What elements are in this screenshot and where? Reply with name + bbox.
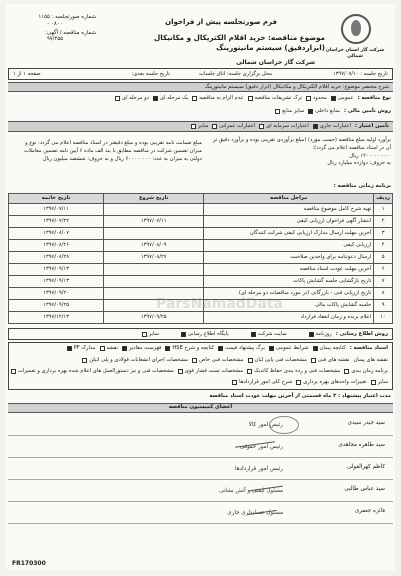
schedule-title: برنامه زمانی مناقصه : — [333, 183, 391, 189]
documents-options-4 — [232, 379, 388, 386]
tender-type-checkbox[interactable] — [115, 96, 120, 101]
document-option-label: مشخصات فنی پایی لیان — [254, 357, 307, 363]
validity-text: مدت اعتبار پیشنهاد : ۳ ماه قسمتی از آخرین مهلت عودت اسناد مناقصه — [209, 393, 391, 399]
row-start-date: ۱۳۹۷/۰۸/۰۹ — [104, 240, 204, 252]
row-start-date — [104, 204, 204, 216]
funding-option-label: منابع داخلی — [315, 108, 340, 114]
funding-label: روش تأمین مالی : — [343, 108, 391, 114]
document-checkbox[interactable] — [269, 346, 274, 351]
row-step: آخرین مهلت عودت اسناد مناقصه — [204, 264, 374, 276]
guarantee-text: مبلغ ضمانت نامه تقریبی بوده و مبلغ دقیقتر در اسناد مناقصه اعلام می گردد: نوع و میزان تضمین شرکت در مناقصه مطابق با بند الف ماده ۶ آیین نامه تضمین معاملات دولتی به میزان به عدد: ۶۰۰۰۰۰۰۰۰ ریال و به حروف: ششصد میلیون ریال — [23, 140, 202, 162]
publish-checkbox[interactable] — [181, 332, 186, 337]
credit-option-label: اعتبارات عمرانی — [219, 123, 256, 130]
document-option[interactable] — [311, 357, 350, 364]
tender-type-option-label: دو مرحله ای — [122, 95, 149, 101]
document-option-label: مشخصات تست فشار قوی — [184, 368, 244, 374]
row-end-date: ۱۳۹۷/۰۸/۰۷ — [9, 228, 104, 240]
document-checkbox[interactable] — [247, 369, 252, 374]
publish-label: روش اطلاع رسانی : — [335, 330, 388, 337]
document-option[interactable] — [232, 379, 292, 386]
row-number: ۳ — [374, 228, 393, 240]
document-checkbox[interactable] — [311, 358, 316, 363]
document-option[interactable] — [165, 345, 214, 352]
documents-options-1 — [67, 345, 346, 352]
document-option-label: مشخصات فنی و نیز دستورالعمل های اعلام شده بهره برداری و تعمیرات — [18, 368, 174, 374]
funding-checkbox[interactable] — [308, 109, 313, 114]
tender-type-checkbox[interactable] — [192, 96, 197, 101]
documents-label: اسناد مناقصه : — [349, 345, 388, 351]
credit-option[interactable] — [313, 123, 351, 130]
table-row — [9, 204, 393, 216]
tender-type-option[interactable] — [115, 95, 149, 102]
tender-type-option[interactable] — [248, 95, 302, 102]
row-number: ۸ — [374, 288, 393, 300]
form-title: فرم صورتجلسه پیش از فراخوان — [165, 18, 277, 26]
tender-type-checkbox[interactable] — [306, 96, 311, 101]
funding-row — [275, 108, 391, 115]
row-step: جلسه گشایش پاکات مالی — [204, 300, 374, 312]
row-step: تاریخ ارزیابی فنی - بازرگانی (در مورد مناقصات دو مرحله ای) — [204, 288, 374, 300]
row-step: تهیه شرح کامل موضوع مناقصه — [204, 204, 374, 216]
committee-member — [8, 480, 393, 502]
row-step: ارزیابی کیفی — [204, 240, 374, 252]
meeting-place: محل برگزاری جلسه: اتاق جلسات — [199, 71, 272, 77]
row-start-date — [104, 264, 204, 276]
document-option[interactable] — [313, 345, 346, 352]
document-checkbox[interactable] — [218, 346, 223, 351]
row-number: ۱ — [374, 204, 393, 216]
publish-option[interactable] — [181, 331, 229, 338]
credit-row — [8, 121, 393, 132]
table-row — [9, 276, 393, 288]
row-number: ۹ — [374, 300, 393, 312]
row-end-date: ۱۳۹۷/۰۸/۲۸ — [9, 252, 104, 264]
funding-checkbox[interactable] — [275, 109, 280, 114]
flame-icon — [351, 20, 361, 36]
document-checkbox[interactable] — [11, 369, 16, 374]
document-option[interactable] — [82, 357, 188, 364]
documents-row-1 — [67, 345, 388, 352]
credit-checkbox[interactable] — [313, 124, 318, 129]
document-checkbox[interactable] — [165, 346, 170, 351]
publish-option[interactable] — [251, 331, 287, 338]
tender-type-label: نوع مناقصه : — [357, 95, 391, 101]
member-role: رئیس امور حقوقی — [239, 444, 283, 450]
schedule-header-row — [9, 194, 393, 204]
credit-option[interactable] — [259, 123, 309, 130]
tender-type-option[interactable] — [192, 95, 243, 102]
row-step: انتشار آگهی فراخوان ارزیابی کیفی — [204, 216, 374, 228]
row-end-date: ۱۳۹۷/۰۷/۱۱ — [9, 204, 104, 216]
funding-option[interactable] — [308, 108, 340, 115]
document-option[interactable] — [296, 379, 367, 386]
document-option[interactable] — [344, 368, 388, 375]
document-option-label: کتابچه پیمان — [319, 345, 346, 351]
document-option-label: مشخصات اجرای انشعابات فولادی و پلی اتیلن — [89, 357, 189, 363]
row-number: ۴ — [374, 240, 393, 252]
tender-type-row — [115, 95, 391, 102]
estimate-words: به حروف: دوازده میلیارد ریال — [327, 160, 391, 167]
document-option[interactable] — [11, 368, 174, 375]
member-role: مسئول حسابداری جاری — [227, 510, 283, 516]
committee-member — [8, 502, 393, 524]
document-option[interactable] — [371, 379, 388, 386]
document-checkbox[interactable] — [296, 380, 301, 385]
signature-stamp-1 — [269, 416, 299, 434]
documents-row-2 — [82, 357, 388, 364]
credit-option-label: اعتبارات سرمایه ای — [266, 123, 309, 130]
member-role: مسئول ایمنی و آتش نشانی — [219, 488, 283, 494]
document-option-label: شرایط عمومی — [275, 345, 309, 351]
company-logo — [323, 14, 387, 62]
row-end-date: ۱۳۹۷/۰۷/۲۲ — [9, 216, 104, 228]
col-end: تاریخ خاتمه — [9, 194, 104, 204]
tender-type-checkbox[interactable] — [153, 96, 158, 101]
row-start-date: ۱۳۹۷/۰۸/۲۷ — [104, 252, 204, 264]
document-option-label: مشخصات فنی خاص — [199, 357, 244, 363]
row-end-date: ۱۳۹۷/۰۹/۲۰ — [9, 288, 104, 300]
documents-options-3 — [11, 368, 388, 375]
member-role: رئیس امور قراردادها — [235, 466, 283, 472]
credit-option[interactable] — [212, 123, 255, 130]
document-checkbox[interactable] — [344, 369, 349, 374]
documents-block — [8, 342, 393, 390]
funding-option[interactable] — [275, 108, 304, 115]
row-number: ۱۰ — [374, 312, 393, 324]
table-row — [9, 240, 393, 252]
watermark: ParsNamadData — [156, 296, 283, 312]
document-checkbox[interactable] — [67, 346, 72, 351]
document-option-label: مدارک PF — [73, 345, 96, 351]
tender-type-checkbox[interactable] — [248, 96, 253, 101]
tender-type-option[interactable] — [331, 95, 354, 102]
meeting-number-2: ۰۸۰۰ - — [47, 20, 63, 27]
publish-options — [142, 331, 332, 338]
col-no: ردیف — [374, 194, 393, 204]
documents-options-2 — [82, 357, 349, 364]
credit-label: تأمین اعتبار : — [354, 123, 389, 130]
page-number: صفحه ۱ از ۱ — [13, 71, 41, 77]
credit-checkbox[interactable] — [191, 124, 196, 129]
document-checkbox[interactable] — [371, 380, 376, 385]
committee-list — [8, 414, 393, 524]
document-checkbox[interactable] — [192, 358, 197, 363]
committee-member — [8, 458, 393, 480]
publish-option[interactable] — [309, 331, 332, 338]
row-step: اعلام برنده و زمان انعقاد قرارداد — [204, 312, 374, 324]
row-number: ۲ — [374, 216, 393, 228]
member-name: کاظم کهرالقولی — [347, 464, 385, 470]
credit-option-label: سایر — [198, 123, 209, 130]
publish-checkbox[interactable] — [251, 332, 256, 337]
document-checkbox[interactable] — [248, 358, 253, 363]
document-option-label: کتابچه و شرح HSE — [172, 345, 215, 351]
table-row — [9, 264, 393, 276]
publish-option-label: سایت شرکت — [257, 330, 287, 337]
row-end-date: ۱۳۹۷/۰۹/۲۵ — [9, 300, 104, 312]
meeting-date: تاریخ جلسه : ۱۳۹۷/۰۷/۱۰ — [332, 71, 388, 77]
credit-option[interactable] — [191, 123, 208, 130]
tender-form-page — [6, 4, 395, 570]
row-step: آخرین مهلت ارسال مدارک ارزیابی کیفی شرکت کنندگان — [204, 228, 374, 240]
documents-row2-label: نقشه های پیمان — [353, 357, 388, 363]
company-name: شرکت گاز خراسان شمالی — [236, 59, 315, 66]
row-start-date — [104, 228, 204, 240]
credit-option-label: اعتبارات جاری — [319, 123, 351, 130]
document-option[interactable] — [122, 345, 161, 352]
table-row — [9, 216, 393, 228]
row-end-date: ۱۳۹۷/۰۹/۱۳ — [9, 276, 104, 288]
tender-type-option[interactable] — [306, 95, 327, 102]
tender-type-option[interactable] — [153, 95, 188, 102]
member-role: رئیس امور کالا — [248, 422, 283, 428]
document-checkbox[interactable] — [313, 346, 318, 351]
estimate-text: برآورد اولیه مبلغ مناقصه (حسب مورد) (مبلغ برآوردی تقریبی بوده و برآورد دقیق تر آن در اسناد مناقصه اعلام می گردد): — [212, 137, 391, 151]
tender-type-option-label: ترک تشریفات مناقصه — [254, 95, 303, 101]
row-number: ۶ — [374, 264, 393, 276]
tender-type-option-label: عمومی — [337, 95, 354, 101]
publish-checkbox[interactable] — [309, 332, 314, 337]
member-name: سید حیدر سیدی — [347, 420, 385, 426]
tender-type-option-label: محدود — [313, 95, 327, 101]
document-option[interactable] — [192, 357, 243, 364]
reference-box — [14, 14, 96, 43]
publish-option-label: روزنامه — [315, 330, 332, 337]
funding-option-label: سایر منابع — [282, 108, 305, 114]
document-option-label: سایر — [377, 379, 388, 385]
document-option-label: شرح کلی امور قراردادها — [239, 379, 293, 385]
document-checkbox[interactable] — [178, 369, 183, 374]
row-start-date: ۱۳۹۷/۰۷/۱۱ — [104, 216, 204, 228]
row-number: ۷ — [374, 276, 393, 288]
credit-checkbox[interactable] — [212, 124, 217, 129]
tender-type-option-label: عدم الزام به مناقصه — [199, 95, 244, 101]
member-name: فائزه جعفری — [354, 508, 385, 514]
col-step: مراحل مناقصه — [204, 194, 374, 204]
document-option-label: نقشه های فنی — [317, 357, 350, 363]
row-end-date: ۱۳۹۷/۱۲/۱۳ — [9, 312, 104, 324]
form-code: FR170300 — [12, 559, 46, 567]
document-option-label: برنامه زمان بندی — [351, 368, 388, 374]
document-checkbox[interactable] — [122, 346, 127, 351]
publish-checkbox[interactable] — [142, 332, 147, 337]
credit-options — [191, 123, 351, 130]
publish-row — [8, 328, 393, 340]
row-step: تاریخ بازگشایی جلسه گشایش پاکات — [204, 276, 374, 288]
tender-type-checkbox[interactable] — [331, 96, 336, 101]
document-option[interactable] — [248, 357, 307, 364]
documents-row-4 — [232, 379, 388, 386]
tender-type-option-label: یک مرحله ای — [159, 95, 189, 101]
summary-bar: شرح مختصر موضوع: خرید اقلام الکتریکال و مکانیکال (ابزار دقیق) سیستم مانیتورینگ — [8, 82, 393, 92]
document-option[interactable] — [67, 345, 96, 352]
committee-title: اعضای کمیسیون مناقصه — [8, 403, 393, 413]
funding-options — [275, 108, 340, 115]
tender-number: ۹۷/۲۵۵ — [46, 36, 64, 43]
table-row — [9, 252, 393, 264]
committee-member — [8, 414, 393, 436]
member-name: سید طاهره مجاهدی — [338, 442, 385, 448]
document-option-label: برگ پیشنهاد قیمت — [225, 345, 265, 351]
estimate-block — [211, 137, 391, 168]
publish-option-label: پایگاه اطلاع رسانی — [187, 330, 229, 337]
row-start-date: ۱۳۹۷/۰۹/۲۵ — [104, 312, 204, 324]
col-start: تاریخ شروع — [104, 194, 204, 204]
row-end-date: ۱۳۹۷/۰۹/۱۳ — [9, 264, 104, 276]
document-option[interactable] — [247, 368, 340, 375]
publish-option-label: سایر — [148, 330, 159, 337]
documents-row-3 — [11, 368, 388, 375]
tender-number-label: شماره مناقصه / آگهی: — [45, 29, 96, 36]
document-option[interactable] — [218, 345, 265, 352]
row-number: ۵ — [374, 252, 393, 264]
document-option-label: فهرست مقادیر — [128, 345, 162, 351]
document-checkbox[interactable] — [100, 346, 105, 351]
logo-caption: شرکت گاز استان خراسان شمالی — [325, 48, 385, 59]
member-name: سید عباس طالبی — [344, 486, 385, 492]
credit-checkbox[interactable] — [259, 124, 264, 129]
committee-member — [8, 436, 393, 458]
row-step: ارسال دعوتنامه برای واجدین صلاحیت — [204, 252, 374, 264]
document-option-label: تغییرات واحدهای بهره برداری — [303, 379, 367, 385]
document-checkbox[interactable] — [82, 358, 87, 363]
row-end-date: ۱۳۹۷/۰۸/۲۶ — [9, 240, 104, 252]
next-meeting-date: تاریخ جلسه بعدی: — [131, 71, 170, 77]
document-option-label: نقشه — [106, 345, 118, 351]
tender-subject: موضوع مناقصه: خرید اقلام الکتریکال و مکانیکال (ابزاردقیق) سیستم مانیتورینگ — [154, 33, 325, 53]
row-start-date — [104, 276, 204, 288]
table-row — [9, 228, 393, 240]
publish-option[interactable] — [142, 331, 159, 338]
document-option-label: مشخصات فنی و رده بندی حفاظ کاتدیک — [254, 368, 341, 374]
document-option[interactable] — [100, 345, 118, 352]
document-option[interactable] — [269, 345, 309, 352]
tender-type-options — [115, 95, 354, 102]
document-checkbox[interactable] — [232, 380, 237, 385]
document-option[interactable] — [178, 368, 243, 375]
meeting-info-row — [8, 68, 393, 80]
meeting-number: شماره صورتجلسه : ۱۱۵۵ — [38, 14, 96, 20]
estimate-amount: ۱۲۰۰۰۰۰۰۰۰۰ ریال — [349, 152, 391, 159]
